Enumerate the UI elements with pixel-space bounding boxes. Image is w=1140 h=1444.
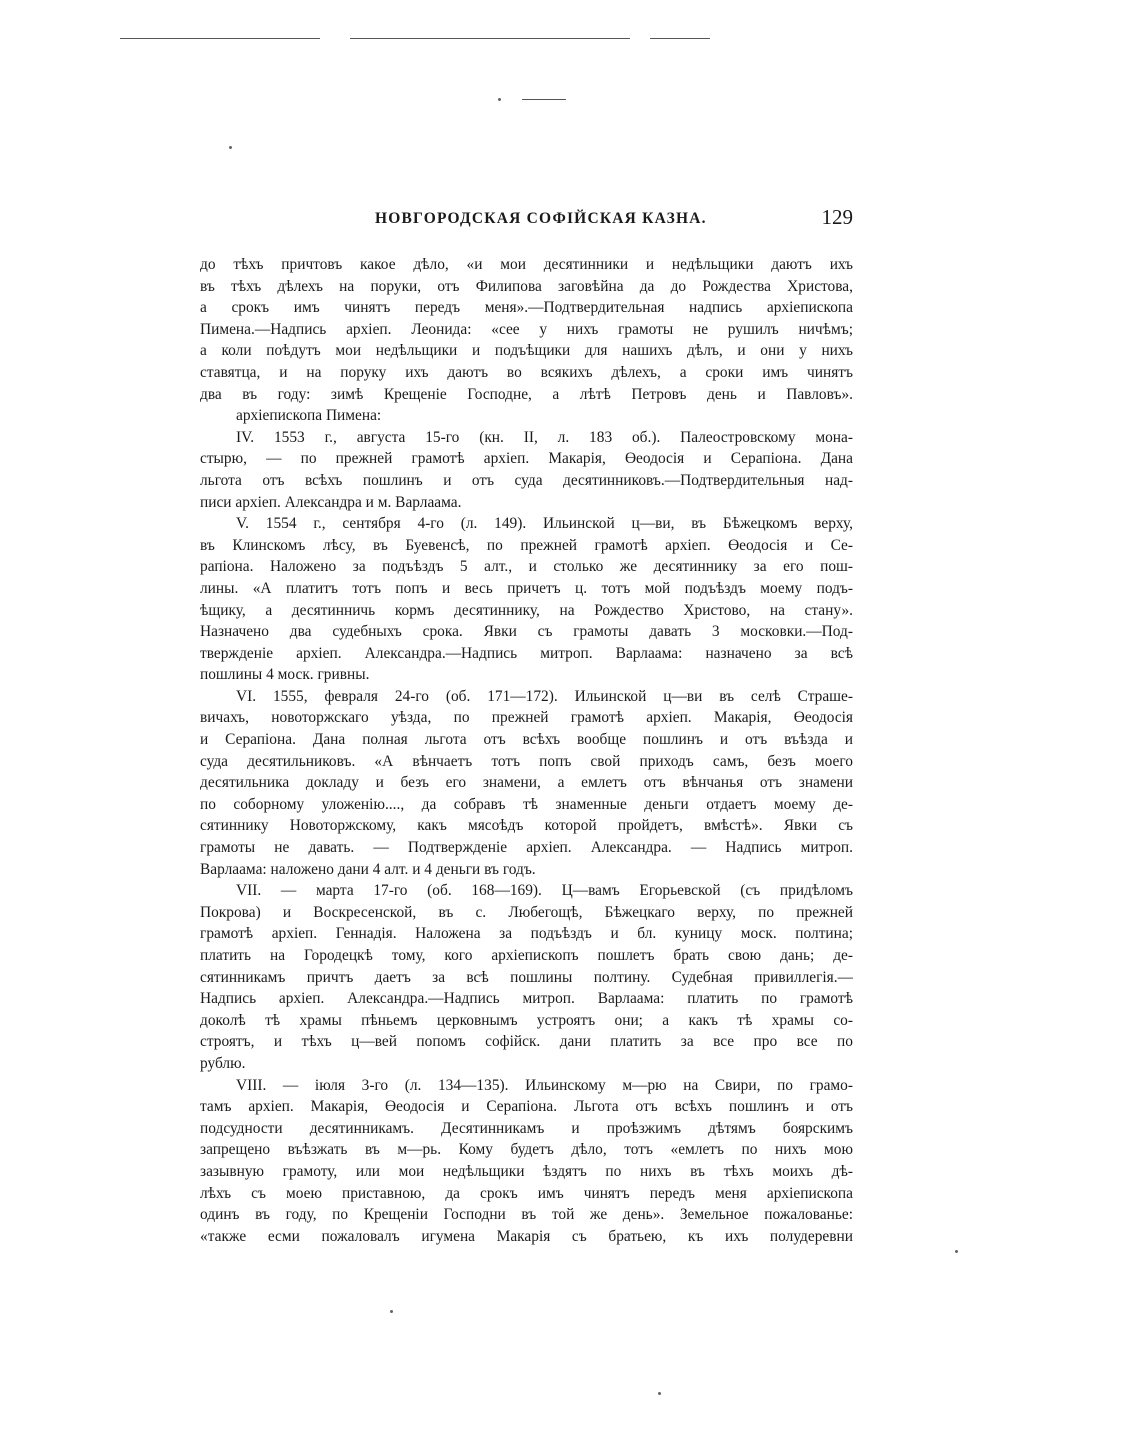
scan-dot [229,146,232,149]
text-line: запрещено въѣзжать въ м—рь. Кому будетъ дѣло, тотъ «емлетъ по нихъ мою [200,1141,853,1159]
text-line: и Серапіона. Дана полная льгота отъ всѣхъ вообще пошлинъ и отъ въѣзда и [200,731,853,749]
scan-mark-top-right [650,38,710,39]
text-line: Пимена.—Надпись архіеп. Леонида: «сее у нихъ грамоты не рушилъ ничѣмъ; [200,320,853,338]
text-line: а коли поѣдутъ мои недѣльщики и подъѣщики для нашихъ дѣлъ, и они у нихъ [200,342,853,360]
page-header [200,205,853,234]
text-line: суда десятильниковъ. «А вѣнчаетъ тотъ попъ свой приходъ самъ, безъ моего [200,752,853,770]
text-line: десятильника докладу и безъ его знамени, а емлетъ отъ вѣнчанья отъ знамени [200,774,853,792]
text-line: писи архіеп. Александра и м. Варлаама. [200,493,462,511]
text-line: VIII. — іюля 3-го (л. 134—135). Ильинскому м—рю на Свири, по грамо- [236,1076,853,1094]
text-line: два въ году: зимѣ Крещеніе Господне, а лѣтѣ Петровъ день и Павловъ». [200,385,853,403]
text-line: IV. 1553 г., августа 15-го (кн. II, л. 183 об.). Палеостровскому мона- [236,428,853,446]
text-line: Назначено два судебныхъ срока. Явки съ грамоты давать 3 московки.—Под- [200,623,853,641]
text-line: сятинникамъ причтъ даетъ за всѣ пошлины полтину. Судебная привиллегія.— [200,968,853,986]
text-line: тамъ архіеп. Макарія, Өеодосія и Серапіона. Льгота отъ всѣхъ пошлинъ и отъ [200,1098,853,1116]
text-line: твержденіе архіеп. Александра.—Надпись митроп. Варлаама: назначено за всѣ [200,644,853,662]
scan-dot [498,98,501,101]
text-line: пошлины 4 моск. гривны. [200,666,370,684]
scan-dot [658,1392,661,1395]
scan-dot [390,1310,393,1313]
text-line: VI. 1555, февраля 24-го (об. 171—172). Ильинской ц—ви въ селѣ Страше- [236,687,853,705]
text-line: рапіона. Наложено за подъѣздъ 5 алт., и столько же десятиннику за его пош- [200,558,853,576]
text-line: доколѣ тѣ храмы пѣньемъ церковнымъ устроятъ они; а какъ тѣ храмы со- [200,1011,853,1029]
scan-mark-center [522,99,566,100]
text-line: платить на Городецкѣ тому, кого архіепископъ пошлетъ брать свою дань; де- [200,947,853,964]
page-number: 129 [821,205,853,229]
text-line: ѣщику, а десятинничь кормъ десятиннику, на Рождество Христово, на стану». [200,601,853,619]
text-line: стырю, — по прежней грамотѣ архіеп. Макарія, Өеодосія и Серапіона. Дана [200,450,853,468]
text-line: Варлаама: наложено дани 4 алт. и 4 деньги въ годъ. [200,860,536,878]
text-line: VII. — марта 17-го (об. 168—169). Ц—вамъ Егорьевской (съ придѣломъ [236,882,853,900]
text-line: по соборному уложенію...., да собравъ тѣ знаменные деньги отдаетъ моему де- [200,795,853,813]
text-line: ставятца, и на поруку ихъ даютъ во всякихъ дѣлехъ, а сроки имъ чинятъ [200,363,853,381]
text-line: «также есми пожаловалъ игумена Макарія съ братьею, къ ихъ полудеревни [200,1227,853,1245]
text-line: зазывную грамоту, или мои недѣльщики ѣздятъ по нихъ въ тѣхъ моихъ дѣ- [200,1162,853,1180]
text-line: льгота отъ всѣхъ пошлинъ и отъ суда десятинниковъ.—Подтвердительныя над- [200,471,853,489]
scan-dot [955,1250,958,1253]
text-line: лины. «А платитъ тотъ попъ и весь причетъ ц. тотъ мой подъѣздъ моему подъ- [200,579,853,597]
text-line: одинъ въ году, по Крещеніи Господни въ той же день». Земельное пожалованье: [200,1206,853,1224]
text-line: лѣхъ съ моею приставною, да срокъ имъ чинятъ передъ меня архіепископа [200,1184,853,1202]
text-line: грамотѣ архіеп. Геннадія. Наложена за подъѣздъ и бл. куницу моск. полтина; [200,925,853,943]
text-line: Надпись архіеп. Александра.—Надпись митроп. Варлаама: платить по грамотѣ [200,990,853,1008]
text-line: грамоты не давать. — Подтвержденіе архіеп. Александра. — Надпись митроп. [200,839,853,857]
text-line: до тѣхъ причтовъ какое дѣло, «и мои десятинники и недѣльщики даютъ ихъ [200,256,853,273]
running-title: НОВГОРОДСКАЯ СОФІЙСКАЯ КАЗНА. [375,210,707,227]
body-text [200,254,853,1247]
text-line: въ тѣхъ дѣлехъ на поруки, отъ Филипова заговѣйна да до Рождества Христова, [200,277,853,295]
text-line: а срокъ имъ чинятъ передъ меня».—Подтвердительная надпись архіепископа [200,299,853,317]
text-line: въ Клинскомъ лѣсу, въ Буевенсѣ, по прежней грамотѣ архіеп. Өеодосія и Се- [200,536,853,554]
text-line: V. 1554 г., сентября 4-го (л. 149). Ильинской ц—ви, въ Бѣжецкомъ верху, [236,515,853,533]
text-line: строятъ, и тѣхъ ц—вей попомъ софійск. дани платить за все про все по [200,1033,853,1051]
scan-mark-top-mid [350,38,630,39]
text-line: Покрова) и Воскресенской, въ с. Любегощѣ, Бѣжецкаго верху, по прежней [200,903,853,921]
text-line: вичахъ, новоторжскаго уѣзда, по прежней грамотѣ архіеп. Макарія, Өеодосія [200,709,853,727]
text-line: подсудности десятинникамъ. Десятинникамъ и проѣзжимъ дѣтямъ боярскимъ [200,1119,853,1137]
scan-mark-top-left [120,38,320,39]
text-line: рублю. [200,1054,246,1072]
text-line: архіепископа Пимена: [236,407,382,425]
text-line: сятиннику Новоторжскому, какъ мясоѣдъ которой пройдетъ, вмѣстѣ». Явки съ [200,817,853,835]
